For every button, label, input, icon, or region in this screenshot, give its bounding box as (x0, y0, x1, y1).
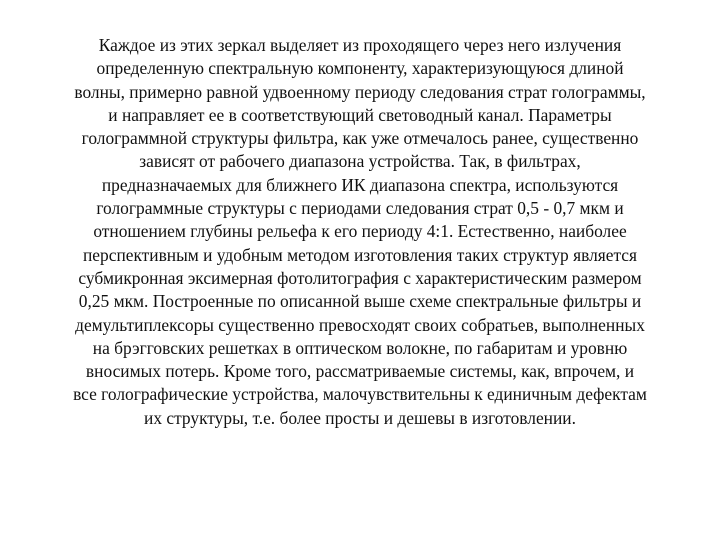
body-paragraph (24, 34, 696, 430)
text-line: голограммной структуры фильтра, как уже отмечалось ранее, существенно (81, 128, 639, 149)
text-line: их структуры, т.е. более просты и дешевы в изготовлении. (144, 407, 576, 428)
text-line: определенную спектральную компоненту, характеризующуюся длиной (96, 58, 624, 79)
text-line: перспективным и удобным методом изготовления таких структур является (83, 244, 637, 265)
text-line: предназначаемых для ближнего ИК диапазона спектра, используются (101, 174, 619, 195)
text-line: все голографические устройства, малочувствительны к единичным дефектам (73, 384, 647, 405)
text-line: вносимых потерь. Кроме того, рассматриваемые системы, как, впрочем, и (85, 361, 635, 382)
text-line: демультиплексоры существенно превосходят своих собратьев, выполненных (75, 314, 645, 335)
text-line: волны, примерно равной удвоенному периоду следования страт голограммы, (74, 81, 646, 102)
text-line: на брэгговских решетках в оптическом волокне, по габаритам и уровню (92, 337, 628, 358)
text-line: голограммные структуры с периодами следования страт 0,5 - 0,7 мкм и (96, 198, 624, 219)
text-line: Каждое из этих зеркал выделяет из проходящего через него излучения (98, 35, 622, 55)
text-line: отношением глубины рельефа к его периоду 4:1. Естественно, наиболее (93, 221, 627, 242)
text-line: 0,25 мкм. Построенные по описанной выше схеме спектральные фильтры и (78, 291, 642, 312)
text-line: и направляет ее в соответствующий световодный канал. Параметры (108, 104, 612, 125)
text-line: субмикронная эксимерная фотолитография с характеристическим размером (78, 267, 642, 288)
text-line: зависят от рабочего диапазона устройства. Так, в фильтрах, (139, 151, 581, 172)
